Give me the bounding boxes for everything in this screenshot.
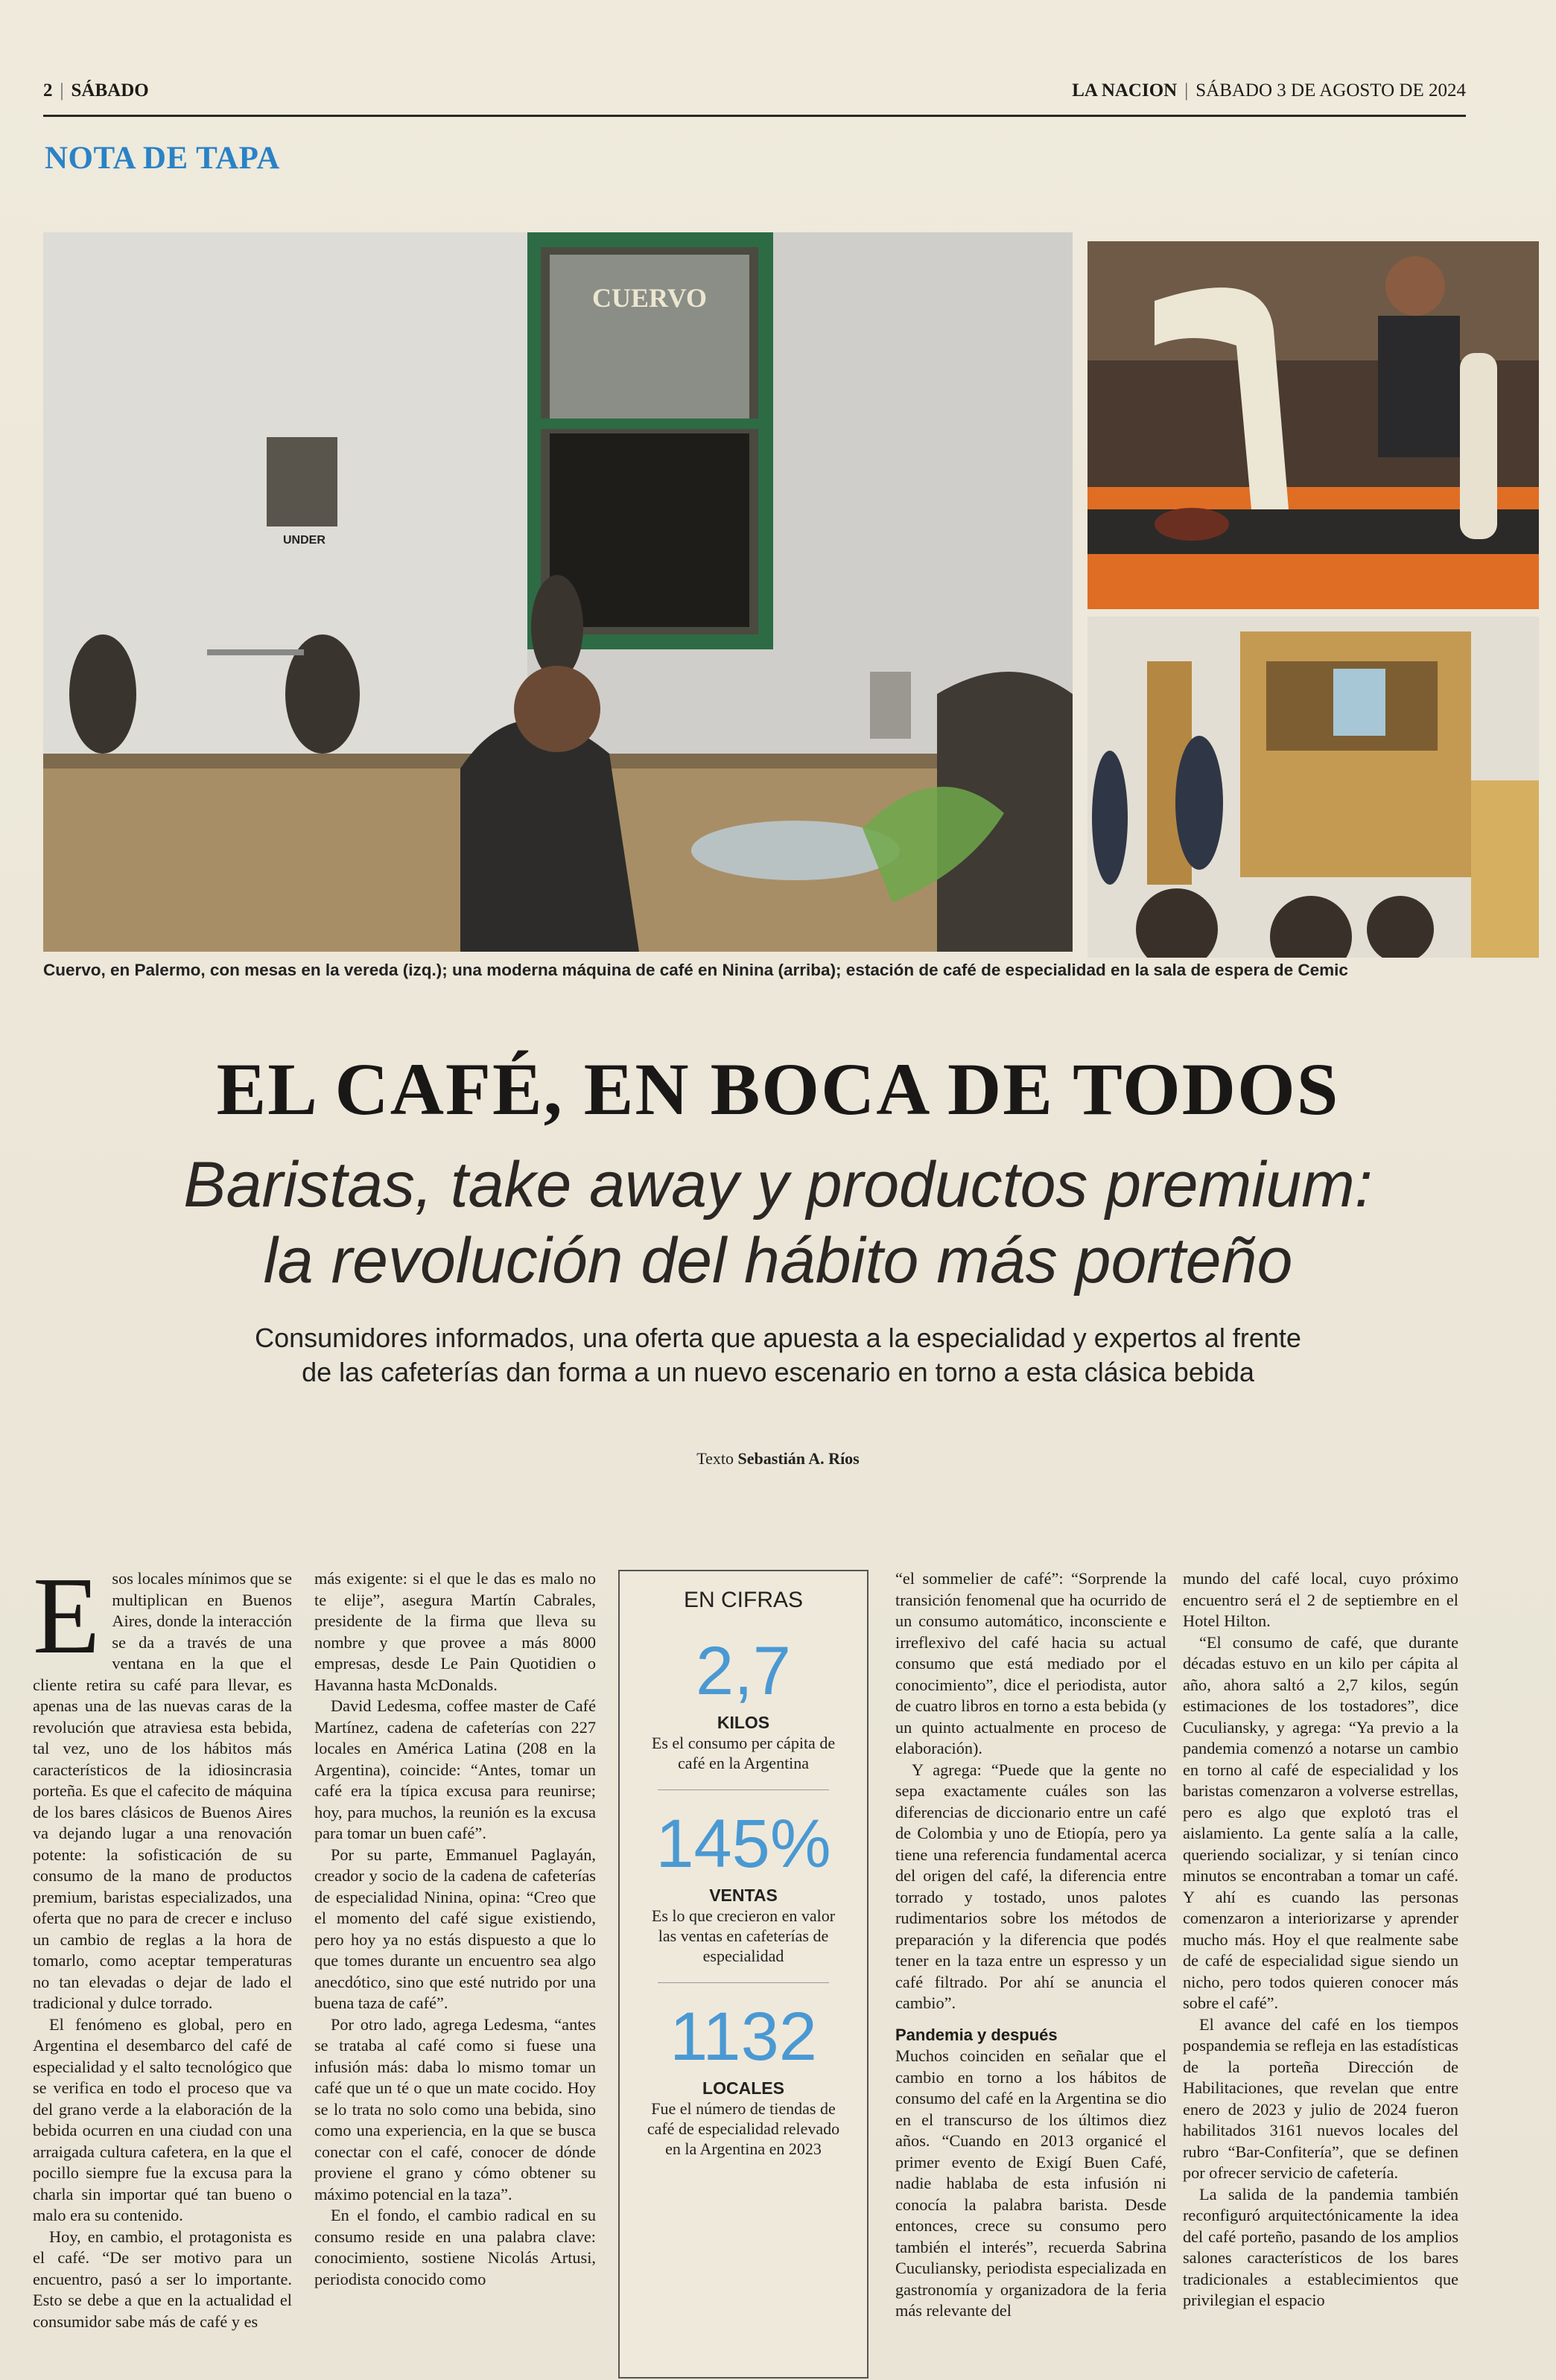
paragraph: David Ledesma, coffee master de Café Martínez, cadena de cafeterías con 227 locales en América Latina (208 en la Argentina), coincide: “Antes, tomar un café era la típica excusa para reunirse; hoy, para muchos, la reunión es la excusa para tomar un buen café”.: [314, 1696, 596, 1842]
dropcap: E: [33, 1555, 101, 1677]
page-day: SÁBADO: [71, 80, 149, 101]
cuervo-sign: CUERVO: [591, 283, 708, 313]
page-header: [43, 79, 1466, 117]
article-column-2: [314, 1568, 596, 2290]
section-subtitle: Pandemia y después: [895, 2025, 1058, 2044]
issue-date: SÁBADO 3 DE AGOSTO DE 2024: [1195, 80, 1466, 101]
subheadline-line2: la revolución del hábito más porteño: [263, 1225, 1293, 1296]
photo-ninina-illustration: [1087, 241, 1539, 609]
paragraph: mundo del café local, cuyo próximo encuentro será el 2 de septiembre en el Hotel Hilton.: [1183, 1569, 1458, 1630]
stats-title: EN CIFRAS: [683, 1588, 804, 1612]
deck-line2: de las cafeterías dan forma a un nuevo escenario en torno a esta clásica bebida: [302, 1357, 1254, 1387]
paragraph: Y agrega: “Puede que la gente no sepa exactamente cuáles son las diferencias de diccionario entre un café de Colombia y uno de Etiopía, pero ya tiene una referencia fundamental acerca del origen del café, la diferencia entre torrado y tostado, unos palotes rudimentarios sobre los métodos de preparación y la diferencia que podés tener en la taza entre un espresso y un café filtrado. Por ahí se anuncia el cambio”.: [895, 1760, 1166, 2012]
article-column-5: [1183, 1568, 1458, 2311]
stats-divider: [658, 1789, 829, 1790]
paragraph: Por su parte, Emmanuel Paglayán, creador y socio de la cadena de cafeterías de especialidad Ninina, opina: “Creo que el momento del café sigue existiendo, pero hoy ya no estás dispuesto a que lo que tomes durante un encuentro sea algo anecdótico, sino que esté nutrido por una buena taza de café”.: [314, 1845, 596, 2012]
stat-number: 1132: [670, 1999, 817, 2075]
paragraph: “el sommelier de café”: “Sorprende la transición fenomenal que ha ocurrido de un consumo automático, inconsciente e irreflexivo del café hacia su actual consumo que está mediado por el conocimiento”, dice el periodista, autor de cuatro libros en torno a esta bebida (y un quinto actualmente en proceso de elaboración).: [895, 1569, 1166, 1757]
paragraph: más exigente: si el que le das es malo no te elije”, asegura Martín Cabrales, presidente de la firma que lleva su nombre y que provee a más 8000 empresas, desde Le Pain Quotidien o Havanna hasta McDonalds.: [314, 1569, 596, 1694]
deck-line1: Consumidores informados, una oferta que apuesta a la especialidad y expertos al frente: [255, 1323, 1301, 1353]
paragraph: Muchos coinciden en señalar que el cambio en torno a los hábitos de consumo del café en la Argentina se dio en el transcurso de los últimos diez años. “Cuando en 2013 organicé el primer evento de Exigí Buen Café, nadie hablaba de esta infusión ni conocía la palabra barista. Desde entonces, crece su consumo pero también el interés”, recuerda Sabrina Cuculiansky, periodista especializada en gastronomía y organizadora de la feria más relevante del: [895, 2046, 1166, 2320]
byline: [0, 1449, 1556, 1469]
paragraph: El fenómeno es global, pero en Argentina el desembarco del café de especialidad y el salto tecnológico que se verifica en todo el proceso que va del grano verde a la elaboración de la bebida ocurren en una ciudad con una arraigada cultura cafetera, en la que el pocillo siempre fue la excusa para la charla sin importar qué tan bueno o malo era su contenido.: [33, 2014, 292, 2224]
stat-item: [620, 1999, 867, 2159]
paragraph: La salida de la pandemia también reconfiguró arquitectónicamente la idea del café porteño, pasando de los amplios salones característicos de los bares tradicionales a establecimientos que privilegian el espacio: [1183, 2184, 1458, 2309]
paragraph: “El consumo de café, que durante décadas estuvo en un kilo per cápita al año, ahora saltó a 2,7 kilos, según estimaciones de los tostadores”, dice Cuculiansky, y agrega: “Ya previo a la pandemia comenzó a notarse un cambio en torno al café de especialidad y los baristas comenzaron a volverse estrellas, pero es algo que explotó tras el aislamiento. La gente salía a la calle, queriendo socializar, y si tenían cinco minutos se encontraban a tomar un café. Y ahí es cuando las personas comenzaron a interiorizarse y aprender mucho más. Hoy el que realmente sabe de café de especialidad sigue siendo un nicho, pero todos quieren conocer más sobre el café”.: [1183, 1632, 1458, 2012]
under-sign: UNDER: [283, 534, 326, 547]
photo-cemic-illustration: [1087, 617, 1539, 958]
stat-description: Es lo que crecieron en valor las ventas en cafeterías de especialidad: [651, 1906, 836, 1965]
subheadline: [0, 1147, 1556, 1299]
paragraph: En el fondo, el cambio radical en su consumo reside en una palabra clave: conocimiento, sostiene Nicolás Artusi, periodista conocido como: [314, 2206, 596, 2288]
header-right: [1072, 80, 1466, 101]
photo-cuervo: [43, 232, 1073, 952]
stat-description: Es el consumo per cápita de café en la Argentina: [651, 1734, 836, 1772]
paragraph: sos locales mínimos que se multiplican en Buenos Aires, donde la interacción se da a través de una ventana en la que el cliente retira su café para llevar, es apenas una de las nuevas caras de la revolución que atraviesa esta bebida, tal vez, uno de los hábitos más característicos de la idiosincrasia porteña. Es que el cafecito de máquina de los bares clásicos de Buenos Aires va dejando lugar a una renovación potente: la sofisticación de su consumo de la mano de productos premium, baristas especializados, una oferta que no para de crecer e incluso un cambio de reglas a la hora de tomarlo, como aceptar temperaturas no tan elevadas o dejar de lado el tradicional y dulce torrado.: [33, 1569, 292, 2012]
photo-caption: Cuervo, en Palermo, con mesas en la vereda (izq.); una moderna máquina de café en Ninina (arriba); estación de café de especialidad en la sala de espera de Cemic: [43, 961, 1348, 979]
byline-prefix: Texto: [696, 1449, 734, 1468]
stat-item: [620, 1634, 867, 1773]
deck: [0, 1321, 1556, 1390]
article-column-1: [33, 1555, 292, 2332]
photo-cuervo-illustration: [43, 232, 1073, 952]
article-column-4: [895, 1568, 1166, 2322]
stat-label: LOCALES: [702, 2078, 784, 2098]
stat-description: Fue el número de tiendas de café de especialidad relevado en la Argentina en 2023: [647, 2099, 840, 2158]
stats-divider: [658, 1982, 829, 1983]
header-separator: |: [60, 80, 64, 101]
header-left: [43, 80, 149, 101]
stat-label: KILOS: [717, 1713, 770, 1732]
stats-box: [618, 1570, 868, 2379]
photo-ninina: [1087, 241, 1539, 609]
paragraph: El avance del café en los tiempos pospandemia se refleja en las estadísticas de la porteña Dirección de Habilitaciones, que revelan que entre enero de 2023 y julio de 2024 fueron habilitados 3161 nuevos locales del rubro “Bar-Confitería”, que se definen por ofrecer servicio de cafetería.: [1183, 2014, 1458, 2182]
stat-number: 2,7: [696, 1633, 791, 1709]
stat-number: 145%: [655, 1806, 831, 1882]
paragraph: Por otro lado, agrega Ledesma, “antes se trataba al café como si fuese una infusión más: daba lo mismo tomar un café que un té o que un mate cocido. Hoy se lo trata no solo como una bebida, sino como una experiencia, en la que se busca conectar con el café, conocer de dónde proviene el grano y cómo obtener su máximo potencial en la taza”.: [314, 2014, 596, 2204]
stat-item: [620, 1807, 867, 1966]
stat-label: VENTAS: [709, 1886, 778, 1905]
paper-name: LA NACION: [1072, 80, 1178, 101]
paragraph: Hoy, en cambio, el protagonista es el café. “De ser motivo para un encuentro, pasó a ser lo importante. Esto se debe a que en la actualidad el consumidor sabe más de café y es: [33, 2227, 292, 2331]
header-separator: |: [1184, 80, 1189, 101]
headline: EL CAFÉ, EN BOCA DE TODOS: [216, 1048, 1340, 1130]
section-label: NOTA DE TAPA: [45, 141, 280, 176]
subheadline-line1: Baristas, take away y productos premium:: [183, 1149, 1373, 1221]
page-number: 2: [43, 80, 53, 101]
photo-cemic: [1087, 617, 1539, 958]
byline-author: Sebastián A. Ríos: [737, 1449, 860, 1468]
